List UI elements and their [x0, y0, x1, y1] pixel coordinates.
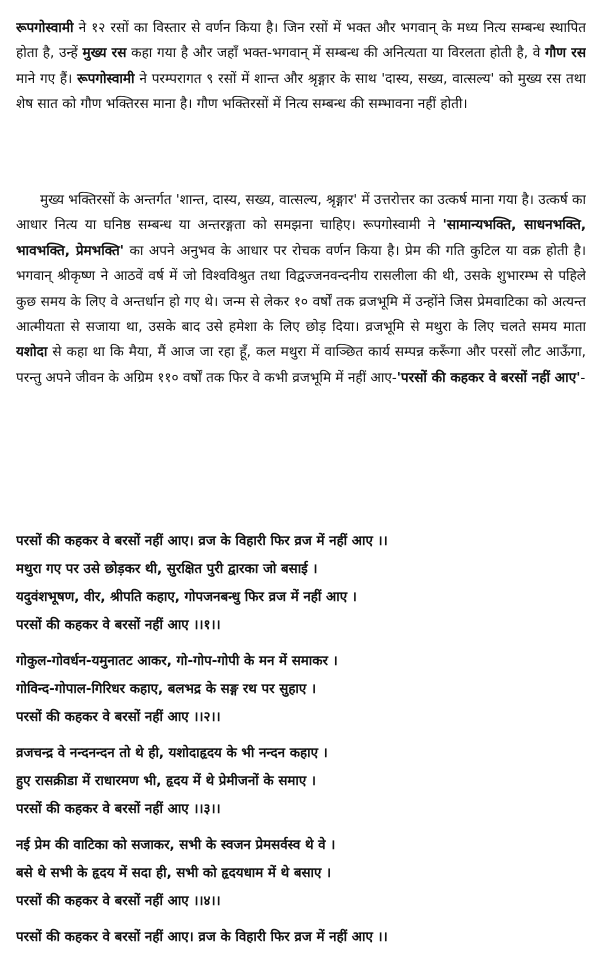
paragraph-rasa-intro	[16, 16, 586, 166]
poem-line: परसों की कहकर वे बरसों नहीं आए ।।१।।	[16, 618, 221, 633]
text-run: -	[580, 369, 586, 386]
bold-term: गौण रस	[545, 45, 586, 62]
poem-line: बसे थे सभी के हृदय में सदा ही, सभी को हृदयधाम में थे बसाए ।	[16, 866, 332, 881]
poem-stanza	[16, 832, 586, 916]
poem-line: परसों की कहकर वे बरसों नहीं आए। व्रज के विहारी फिर व्रज में नहीं आए ।।	[16, 930, 388, 945]
bold-term: 'सामान्यभक्ति, साधनभक्ति, भावभक्ति, प्रेमभक्ति'	[16, 217, 586, 259]
poem-line: गोकुल-गोवर्धन-यमुनातट आकर, गो-गोप-गोपी के मन में समाकर ।	[16, 654, 338, 669]
text-run: ने १२ रसों का विस्तार से वर्णन किया है। जिन रसों में भक्त और भगवान् के मध्य नित्य सम्बन्ध स्थापित होता है, उन्हें	[16, 20, 586, 62]
poem-line: परसों की कहकर वे बरसों नहीं आए ।।२।।	[16, 710, 221, 725]
text-run: माने गए हैं।	[16, 70, 78, 87]
bold-term: रूपगोस्वामी	[16, 20, 74, 36]
text-run: ने परम्परागत ९ रसों में शान्त और श्रृङ्गार के साथ 'दास्य, सख्य, वात्सल्य' को मुख्य रस तथा शेष सात को गौण भक्तिरस माना है। गौण भक्तिरसों में नित्य सम्बन्ध की सम्भावना नहीं होती।	[16, 70, 586, 113]
poem	[16, 528, 586, 952]
bold-term: 'परसों की कहकर वे बरसों नहीं आए'	[396, 369, 581, 386]
bold-term: मुख्य रस	[82, 45, 127, 62]
bold-term: यशोदा	[16, 344, 48, 361]
poem-line: व्रजचन्द्र वे नन्दनन्दन तो थे ही, यशोदाहृदय के भी नन्दन कहाए ।	[16, 746, 328, 761]
paragraph-bhakti-rasa	[16, 188, 586, 518]
poem-line: नई प्रेम की वाटिका को सजाकर, सभी के स्वजन प्रेमसर्वस्व थे वे ।	[16, 838, 336, 853]
poem-line: यदुवंशभूषण, वीर, श्रीपति कहाए, गोपजनबन्धु फिर व्रज में नहीं आए ।	[16, 590, 357, 605]
text-run: से कहा था कि मैया, मैं आज जा रहा हूँ, कल मथुरा में वाञ्छित कार्य सम्पन्न करूँगा और परसों लौट आऊँगा, परन्तु अपने जीवन के अग्रिम ११० वर्षों तक फिर वे कभी व्रजभूमि में नहीं आए-	[16, 344, 586, 386]
poem-stanza	[16, 648, 586, 732]
poem-line: परसों की कहकर वे बरसों नहीं आए। व्रज के विहारी फिर व्रज में नहीं आए ।।	[16, 534, 388, 549]
poem-stanza	[16, 924, 586, 952]
poem-line: परसों की कहकर वे बरसों नहीं आए ।।४।।	[16, 894, 221, 909]
poem-line: परसों की कहकर वे बरसों नहीं आए ।।३।।	[16, 802, 221, 817]
text-run: कहा गया है और जहाँ भक्त-भगवान् में सम्बन्ध की अनित्यता या विरलता होती है, वे	[126, 45, 546, 62]
poem-line: हुए रासक्रीडा में राधारमण भी, हृदय में थे प्रेमीजनों के समाए ।	[16, 774, 316, 789]
poem-stanza	[16, 528, 586, 640]
text-run: मुख्य भक्तिरसों के अन्तर्गत 'शान्त, दास्य, सख्य, वात्सल्य, श्रृङ्गार' में उत्तरोत्तर का उत्कर्ष माना गया है। उत्कर्ष का आधार नित्य या घनिष्ठ सम्बन्ध या अन्तरङ्गता को समझना चाहिए। रूपगोस्वामी ने	[16, 192, 586, 234]
poem-line: मथुरा गए पर उसे छोड़कर थी, सुरक्षित पुरी द्वारका जो बसाई ।	[16, 562, 318, 577]
bold-term: रूपगोस्वामी	[77, 70, 135, 87]
poem-stanza	[16, 740, 586, 824]
text-run: का अपने अनुभव के आधार पर रोचक वर्णन किया है। प्रेम की गति कुटिल या वक्र होती है। भगवान् श्रीकृष्ण ने आठवें वर्ष में जो विश्वविश्रुत तथा विद्वज्जनवन्दनीय रासलीला की थी, उसके शुभारम्भ से पहिले कुछ समय के लिए वे अन्तर्धान हो गए थे। जन्म से लेकर १० वर्षों तक व्रजभूमि में उन्होंने जिस प्रेमवाटिका को अत्यन्त आत्मीयता से सजाया था, उसके बाद उसे हमेशा के लिए छोड़ दिया। व्रजभूमि से मथुरा के लिए चलते समय माता	[16, 242, 586, 336]
poem-line: गोविन्द-गोपाल-गिरिधर कहाए, बलभद्र के सङ्ग रथ पर सुहाए ।	[16, 682, 317, 697]
